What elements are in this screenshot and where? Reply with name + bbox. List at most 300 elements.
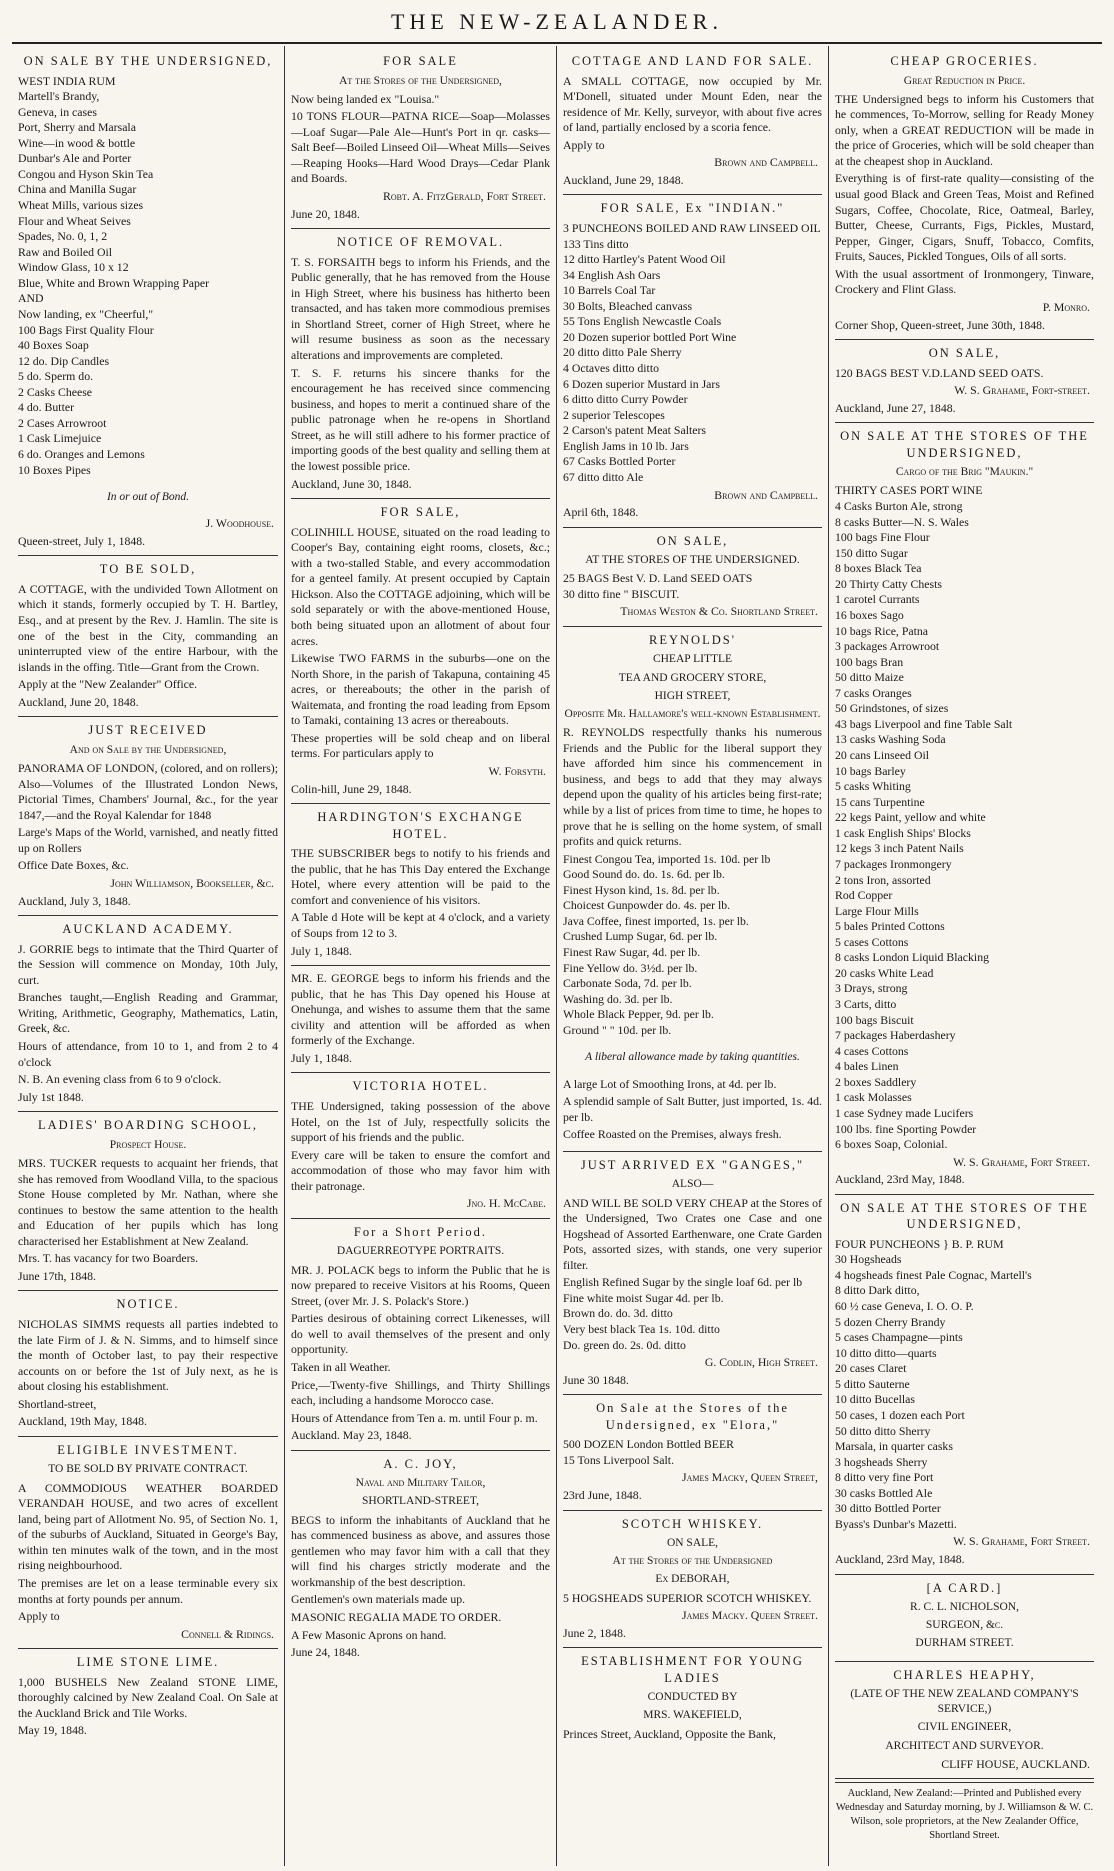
advertisement <box>835 48 1094 340</box>
item-list <box>563 852 822 1039</box>
list-item: 8 boxes Black Tea <box>835 561 922 576</box>
list-item: 1 case Sydney made Lucifers <box>835 1105 974 1120</box>
list-item: 16 boxes Sago <box>835 607 904 622</box>
list-item: 5 ditto Sauterne <box>835 1376 910 1391</box>
list-item: 20 cases Claret <box>835 1361 907 1376</box>
ad-subheading: Ex DEBORAH, <box>655 1573 730 1586</box>
list-item: 4 cases Cottons <box>835 1043 909 1058</box>
advertisement <box>291 1073 550 1218</box>
list-item: China and Manilla Sugar <box>18 182 137 197</box>
advertisement <box>835 1575 1094 1662</box>
ad-body: THE SUBSCRIBER begs to notify to his friends and the public, that he has This Day entered the Exchange Hotel, where every attention will be paid to the comfort and convenience of his visitors. <box>291 846 550 907</box>
advertisement <box>563 1511 822 1649</box>
list-item: THIRTY CASES PORT WINE <box>835 483 983 498</box>
column-2 <box>284 46 556 1866</box>
list-item: 5 dozen Cherry Brandy <box>835 1314 946 1329</box>
ad-body: Princes Street, Auckland, Opposite the Bank, <box>563 1726 776 1741</box>
item-list <box>563 221 822 486</box>
list-item: 34 English Ash Oars <box>563 267 661 282</box>
ad-body: A Table d Hote will be kept at 4 o'clock, and a variety of Soups from 12 to 3. <box>291 910 550 940</box>
column-3 <box>556 46 828 1866</box>
list-item: 2 Casks Cheese <box>18 384 93 399</box>
list-item: 1 carotel Currants <box>835 592 920 607</box>
list-item: 6 do. Oranges and Lemons <box>18 447 145 461</box>
list-item: 6 boxes Soap, Colonial. <box>835 1137 948 1152</box>
ad-subheading: ARCHITECT AND SURVEYOR. <box>885 1739 1044 1752</box>
list-item: 100 bags Fine Flour <box>835 530 930 545</box>
advertisement <box>291 499 550 804</box>
list-item: English Refined Sugar by the single loaf 6d. per lb <box>563 1275 803 1290</box>
list-item: 6 ditto ditto Curry Powder <box>563 392 688 407</box>
list-item: 22 kegs Paint, yellow and white <box>835 810 986 825</box>
ad-subheading: CONDUCTED BY <box>647 1691 738 1704</box>
item-list <box>835 483 1094 1152</box>
ad-body: Gentlemen's own materials made up. <box>291 1592 466 1607</box>
list-item: 15 Tons Liverpool Salt. <box>563 1452 675 1467</box>
list-item: Marsala, in quarter casks <box>835 1439 953 1454</box>
ad-subheading: MRS. WAKEFIELD, <box>643 1709 742 1722</box>
ad-subheading: HIGH STREET, <box>654 689 731 702</box>
ad-body: Taken in all Weather. <box>291 1359 391 1374</box>
list-item: 7 casks Oranges <box>835 685 912 700</box>
ad-signature: Jno. H. McCabe. <box>466 1196 546 1211</box>
list-item: 2 boxes Saddlery <box>835 1074 917 1089</box>
list-item: 50 cases, 1 dozen each Port <box>835 1407 965 1422</box>
list-item: 2 tons Iron, assorted <box>835 872 931 887</box>
ad-body: Hours of Attendance from Ten a. m. until Four p. m. <box>291 1410 538 1425</box>
advertisement <box>291 966 550 1073</box>
list-item: 8 casks London Liquid Blacking <box>835 950 989 965</box>
ad-subheading: SHORTLAND-STREET, <box>362 1495 479 1508</box>
ad-body: Large's Maps of the World, varnished, and neatly fitted up on Rollers <box>18 825 278 855</box>
list-item: 10 Barrels Coal Tar <box>563 283 656 298</box>
ad-date: June 24, 1848. <box>291 1645 360 1660</box>
list-item: Byass's Dunbar's Mazetti. <box>835 1516 957 1531</box>
list-item: 10 ditto Bucellas <box>835 1392 915 1407</box>
ad-heading: FOR SALE, Ex "INDIAN." <box>600 201 785 216</box>
list-item: Congou and Hyson Skin Tea <box>18 166 154 181</box>
ad-signature: W. Forsyth. <box>488 764 546 779</box>
ad-heading: On Sale at the Stores of the Undersigned, ex "Elora," <box>596 1401 789 1432</box>
list-item: 20 casks White Lead <box>835 965 934 980</box>
list-item: Spades, No. 0, 1, 2 <box>18 229 108 244</box>
list-item: Wine—in wood & bottle <box>18 135 136 150</box>
advertisement <box>291 1451 550 1667</box>
ad-body: NICHOLAS SIMMS requests all parties indebted to the late Firm of J. & N. Simms, and to himself since the month of October last, to pay their respective accounts on or before the 1st of July next, as he is about closing his establishment. <box>18 1316 278 1394</box>
ad-heading: FOR SALE, <box>380 505 461 520</box>
ad-body: A splendid sample of Salt Butter, just imported, 1s. 4d. per lb. <box>563 1094 822 1124</box>
list-item: 12 kegs 3 inch Patent Nails <box>835 841 964 856</box>
list-item: 20 ditto ditto Pale Sherry <box>563 345 682 360</box>
list-item: 4 Octaves ditto ditto <box>563 361 659 375</box>
ad-signature: Brown and Campbell. <box>714 155 818 170</box>
ad-body: The premises are let on a lease terminable every six months at forty pounds per annum. <box>18 1575 278 1606</box>
ad-subheading: CIVIL ENGINEER, <box>917 1721 1012 1734</box>
ad-signature: W. S. Grahame, Fort Street. <box>953 1534 1090 1549</box>
list-item: Blue, White and Brown Wrapping Paper <box>18 275 210 290</box>
advertisement <box>563 195 822 527</box>
list-item: Whole Black Pepper, 9d. per lb. <box>563 1007 714 1022</box>
advertisement <box>291 1219 550 1451</box>
ad-body: A SMALL COTTAGE, now occupied by Mr. M'Donell, situated under Mount Eden, near the residence of Mr. Kelly, surveyor, with about five acres of land, partially enclosed by a scoria fence. <box>563 73 822 135</box>
list-item: Large Flour Mills <box>835 903 919 918</box>
list-item: 2 Carson's patent Meat Salters <box>563 423 707 438</box>
ad-date: April 6th, 1848. <box>563 505 639 520</box>
list-item: 133 Tins ditto <box>563 236 629 251</box>
list-item: 4 do. Butter <box>18 400 75 415</box>
ad-heading: SCOTCH WHISKEY. <box>621 1516 764 1531</box>
ad-date: Auckland. May 23, 1848. <box>291 1428 412 1443</box>
list-item: WEST INDIA RUM <box>18 73 116 88</box>
ad-body: With the usual assortment of Ironmongery, Tinware, Crockery and Flint Glass. <box>835 266 1094 297</box>
list-item: 5 cases Champagne—pints <box>835 1330 963 1345</box>
list-item: 100 bags Bran <box>835 654 904 669</box>
ad-signature: P. Monro. <box>1042 299 1090 314</box>
list-item: 3 hogsheads Sherry <box>835 1454 928 1469</box>
ad-body: THE Undersigned, taking possession of the above Hotel, on the 1st of July, respectfully solicits the support of his friends and the public. <box>291 1098 550 1145</box>
list-item: 30 ditto fine " BISCUIT. <box>563 586 680 601</box>
ad-body: A COMMODIOUS WEATHER BOARDED VERANDAH HOUSE, and two acres of excellent land, being part of Allotment No. 95, of Section No. 1, of the suburbs of Auckland, Situated in George's Bay, within ten minutes walk of the town, and in the most rising neighbourhood. <box>18 1480 278 1573</box>
list-item: Finest Congou Tea, imported 1s. 10d. per lb <box>563 851 771 866</box>
ad-body: Hours of attendance, from 10 to 1, and from 2 to 4 o'clock <box>18 1039 278 1069</box>
ad-body: BEGS to inform the inhabitants of Auckland that he has commenced business as above, and assures those gentlemen who may favor him with a call that they will find his charges strictly moderate and the workmanship of the best description. <box>291 1512 550 1589</box>
advertisement <box>18 48 278 556</box>
list-item: 1 cask English Ships' Blocks <box>835 825 971 840</box>
ad-signature: Brown and Campbell. <box>714 487 818 502</box>
item-list <box>18 74 278 479</box>
ad-body: MR. J. POLACK begs to inform the Public that he is now prepared to receive Visitors at his Rooms, Queen Street, (over Mr. J. S. Polack's Store.) <box>291 1262 550 1308</box>
list-item: 8 ditto very fine Port <box>835 1470 934 1485</box>
list-item: 50 ditto ditto Sherry <box>835 1423 931 1438</box>
ad-signature: James Macky, Queen Street, <box>681 1470 818 1485</box>
ad-date: 23rd June, 1848. <box>563 1487 642 1502</box>
ad-subheading: DURHAM STREET. <box>915 1637 1014 1650</box>
ad-subheading: (LATE OF THE NEW ZEALAND COMPANY'S SERVICE,) <box>850 1688 1079 1716</box>
ad-body: AND WILL BE SOLD VERY CHEAP at the Stores of the Undersigned, Two Crates one Case and one Hogshead of Assorted Earthenware, one Crate Garden Pots, assorted sizes, with stands, one very superior filter. <box>563 1195 822 1272</box>
list-item: 20 Dozen superior bottled Port Wine <box>563 329 737 344</box>
ad-subheading: CHEAP LITTLE <box>652 653 733 666</box>
ad-signature: Robt. A. FitzGerald, Fort Street. <box>382 189 546 204</box>
list-item: 5 casks Whiting <box>835 779 911 794</box>
list-item: Washing do. 3d. per lb. <box>563 991 673 1006</box>
list-item: Window Glass, 10 x 12 <box>18 260 129 275</box>
column-4 <box>828 46 1100 1866</box>
ad-heading: ON SALE, <box>656 533 729 548</box>
advertisement <box>291 804 550 966</box>
advertisement <box>291 48 550 229</box>
ad-body: J. GORRIE begs to intimate that the Third Quarter of the Session will commence on Monday, 10th July, curt. <box>18 941 278 987</box>
list-item: FOUR PUNCHEONS } B. P. RUM <box>835 1236 1004 1251</box>
list-item: 5 cases Cottons <box>835 934 909 949</box>
advertisement <box>18 717 278 916</box>
ad-heading: [A CARD.] <box>926 1580 1003 1595</box>
list-item: 43 bags Liverpool and fine Table Salt <box>835 716 1013 731</box>
ad-body: 120 BAGS BEST V.D.LAND SEED OATS. <box>835 365 1044 380</box>
ad-heading: CHEAP GROCERIES. <box>890 54 1039 68</box>
ad-signature: J. Woodhouse. <box>205 516 274 531</box>
list-item: Port, Sherry and Marsala <box>18 120 136 135</box>
advertisement <box>18 916 278 1112</box>
list-item: English Jams in 10 lb. Jars <box>563 438 689 453</box>
advertisement <box>563 528 822 627</box>
ad-body: Apply to <box>18 1609 60 1624</box>
ad-heading: NOTICE. <box>116 1297 180 1312</box>
ad-body: COLINHILL HOUSE, situated on the road leading to Cooper's Bay, containing eight rooms, closets, &c.; with a two-stalled Stable, and every accommodation for a genteel family. At present occupied by Captain Hickson. Also the COTTAGE adjoining, which will be sold separately or with the above-mentioned House, both being situated upon an allotment of about four acres. <box>291 524 550 648</box>
item-list <box>835 1237 1094 1533</box>
ad-body: R. REYNOLDS respectfully thanks his numerous Friends and the Public for the liberal support they have afforded him since his commencement in business, and begs to add that they may always depend upon the quality of his articles being first-rate; while by a list of prices from time to time, he hopes to prove that he is selling on the home system, of small profits and quick returns. <box>563 725 822 849</box>
list-item: 7 packages Ironmongery <box>835 856 952 871</box>
ad-body: Price,—Twenty-five Shillings, and Thirty Shillings each, including a handsome Morocco case. <box>291 1377 550 1408</box>
list-item: 8 ditto Dark ditto, <box>835 1283 920 1298</box>
ad-side-note: A liberal allowance made by taking quantities. <box>585 1050 800 1063</box>
advertisement <box>18 1291 278 1436</box>
ad-date: Queen-street, July 1, 1848. <box>18 533 146 548</box>
ad-heading: HARDINGTON'S EXCHANGE HOTEL. <box>317 810 524 841</box>
ad-heading: LIME STONE LIME. <box>76 1655 220 1670</box>
advertisement <box>18 1437 278 1649</box>
ad-body: Everything is of first-rate quality—consisting of the usual good Black and Green Teas, Moist and Refined Sugars, Coffee, Chocolate, Rice, Oatmeal, Barley, Butter, Cheese, Currants, Figs, Pickles, Mustard, Pepper, Ginger, Cigars, Snuff, Tobacco, Comfits, Fruits, Sauces, Pickled Tongues, Oils of all sorts. <box>835 171 1094 264</box>
ad-body: MASONIC REGALIA MADE TO ORDER. <box>291 1610 502 1624</box>
list-item: Now landing, ex "Cheerful," <box>18 306 154 321</box>
ad-subheading: At the Stores of the Undersigned <box>612 1555 773 1568</box>
list-item: 55 Tons English Newcastle Coals <box>563 314 722 329</box>
ad-subheading: AT THE STORES OF THE UNDERSIGNED. <box>585 554 800 567</box>
list-item: 20 cans Linseed Oil <box>835 748 930 763</box>
list-item: 3 packages Arrowroot <box>835 639 940 654</box>
ad-heading: TO BE SOLD, <box>99 562 197 577</box>
list-item: Wheat Mills, various sizes <box>18 198 144 212</box>
ad-body: PANORAMA OF LONDON, (colored, and on rollers); Also—Volumes of the Illustrated London News, Pictorial Times, Chambers' Journal, &c., for the year 1847,—and the Royal Kalendar for 1848 <box>18 761 278 822</box>
list-item: 50 Grindstones, of sizes <box>835 701 949 716</box>
advertisement <box>835 340 1094 423</box>
list-item: 8 casks Butter—N. S. Wales <box>835 514 969 529</box>
ad-body: 1,000 BUSHELS New Zealand STONE LIME, thoroughly calcined by New Zealand Coal. On Sale at the Auckland Brick and Tile Works. <box>18 1674 278 1720</box>
list-item: 500 DOZEN London Bottled BEER <box>563 1437 735 1452</box>
ad-subheading: Cargo of the Brig "Maukin." <box>895 466 1034 479</box>
list-item: Choicest Gunpowder do. 4s. per lb. <box>563 898 731 913</box>
list-item: AND <box>18 291 44 306</box>
list-item: 3 PUNCHEONS BOILED AND RAW LINSEED OIL <box>563 220 821 235</box>
list-item: 13 casks Washing Soda <box>835 732 946 747</box>
ad-body: T. S. FORSAITH begs to inform his Friends, and the Public generally, that he has removed from the House in High Street, where his business has hitherto been transacted, and has taken more commodious premises in Shortland Street, corner of High Street, where he will resume business as soon as the necessary alterations and improvements are completed. <box>291 254 550 363</box>
list-item: 15 cans Turpentine <box>835 794 925 809</box>
ad-heading: ESTABLISHMENT FOR YOUNG LADIES <box>581 1654 804 1685</box>
list-item: 25 BAGS Best V. D. Land SEED OATS <box>563 571 753 586</box>
ad-date: Colin-hill, June 29, 1848. <box>291 781 412 796</box>
ad-date: Corner Shop, Queen-street, June 30th, 1848. <box>835 317 1046 332</box>
ad-body: MR. E. GEORGE begs to inform his friends and the public, that he has This Day opened his House at Onehunga, and wishes to assume them that the same civility and attention will be afforded as when formerly of the Exchange. <box>291 971 550 1048</box>
ad-date: July 1, 1848. <box>291 1050 352 1065</box>
list-item: 7 packages Haberdashery <box>835 1028 956 1043</box>
ad-date: Auckland, June 29, 1848. <box>563 172 684 187</box>
ad-body: Coffee Roasted on the Premises, always fresh. <box>563 1127 782 1142</box>
ad-subheading: Great Reduction in Price. <box>903 74 1026 87</box>
list-item: Raw and Boiled Oil <box>18 244 113 259</box>
ad-heading: VICTORIA HOTEL. <box>352 1079 489 1094</box>
list-item: Java Coffee, finest imported, 1s. per lb. <box>563 913 749 928</box>
list-item: 30 ditto Bottled Porter <box>835 1501 941 1516</box>
ad-date: June 20, 1848. <box>291 206 360 221</box>
advertisement <box>835 423 1094 1194</box>
advertisement <box>18 1112 278 1291</box>
list-item: 30 Bolts, Bleached canvass <box>563 298 693 313</box>
advertisement <box>563 1152 822 1395</box>
list-item: 30 Hogsheads <box>835 1252 902 1267</box>
list-item: 10 Boxes Pipes <box>18 462 91 477</box>
ad-body: MRS. TUCKER requests to acquaint her friends, that she has removed from Woodland Villa, to the spacious Stone House completed by Mr. Nathan, where she continues to bestow the same attention to the health and Education of her pupils which has long characterised her Establishment at New Zealand. <box>18 1155 278 1248</box>
ad-subheading: ON SALE, <box>666 1537 719 1550</box>
list-item: 12 do. Dip Candles <box>18 353 110 368</box>
list-item: Fine Yellow do. 3½d. per lb. <box>563 960 698 975</box>
ad-signature: W. S. Grahame, Fort-street. <box>954 383 1090 398</box>
list-item: 6 Dozen superior Mustard in Jars <box>563 376 720 391</box>
list-item: Do. green do. 2s. 0d. ditto <box>563 1337 686 1352</box>
ad-heading: FOR SALE <box>383 54 458 68</box>
list-item: Martell's Brandy, <box>18 89 100 104</box>
ad-subheading: TO BE SOLD BY PRIVATE CONTRACT. <box>48 1463 248 1476</box>
ad-date: Auckland, 23rd May, 1848. <box>835 1172 965 1187</box>
advertisement <box>835 1779 1094 1848</box>
advertisement <box>835 1662 1094 1780</box>
ad-date: June 2, 1848. <box>563 1625 626 1640</box>
list-item: 67 Casks Bottled Porter <box>563 454 676 469</box>
ad-subheading: Naval and Military Tailor, <box>355 1477 486 1490</box>
ad-body: 5 HOGSHEADS SUPERIOR SCOTCH WHISKEY. <box>563 1590 812 1605</box>
list-item: 100 bags Biscuit <box>835 1012 914 1027</box>
ad-date: June 17th, 1848. <box>18 1268 96 1283</box>
list-item: 5 do. Sperm do. <box>18 369 94 384</box>
ad-heading: ON SALE, <box>928 346 1001 361</box>
ad-subheading: SURGEON, &c. <box>925 1619 1004 1632</box>
ad-subheading: TEA AND GROCERY STORE, <box>618 671 767 684</box>
ad-body: These properties will be sold cheap and on liberal terms. For particulars apply to <box>291 730 550 761</box>
list-item: 50 ditto Maize <box>835 670 904 685</box>
list-item: 67 ditto ditto Ale <box>563 469 644 484</box>
ad-body: Apply at the "New Zealander" Office. <box>18 677 198 692</box>
ad-heading: JUST ARRIVED EX "GANGES," <box>580 1157 805 1172</box>
list-item: Very best black Tea 1s. 10d. ditto <box>563 1322 720 1337</box>
imprint: Auckland, New Zealand:—Printed and Published every Wednesday and Saturday morning, by J. Williamson & W. C. Wilson, sole proprietors, at the New Zealander Office, Shortland Street. <box>835 1782 1094 1842</box>
ad-body: Mrs. T. has vacancy for two Boarders. <box>18 1251 199 1266</box>
ad-heading: NOTICE OF REMOVAL. <box>336 235 505 250</box>
ad-subheading: Opposite Mr. Hallamore's well-known Establishment. <box>564 708 821 720</box>
ad-body: Apply to <box>563 137 605 152</box>
ad-body: 10 TONS FLOUR—PATNA RICE—Soap—Molasses—Loaf Sugar—Pale Ale—Hunt's Port in qr. casks—Salt Beef—Boiled Linseed Oil—Wheat Mills—Seives—Reaping Hooks—Hard Wood Drays—Cedar Plank and Boards. <box>291 109 550 186</box>
ad-signature: John Williamson, Bookseller, &c. <box>110 876 274 891</box>
list-item: 10 bags Rice, Patna <box>835 623 929 638</box>
list-item: 60 ½ case Geneva, I. O. O. P. <box>835 1299 974 1314</box>
ad-heading: ELIGIBLE INVESTMENT. <box>57 1442 239 1457</box>
list-item: Geneva, in cases <box>18 104 97 119</box>
list-item: 1 Cask Limejuice <box>18 431 102 446</box>
ad-subheading: ALSO— <box>671 1178 714 1191</box>
ad-heading: CHARLES HEAPHY, <box>893 1667 1036 1682</box>
list-item: 3 Drays, strong <box>835 981 908 996</box>
ad-date: July 1, 1848. <box>291 943 352 958</box>
advertisement <box>835 1195 1094 1575</box>
list-item: 12 ditto Hartley's Patent Wood Oil <box>563 252 726 267</box>
ad-body: Likewise TWO FARMS in the suburbs—one on the North Shore, in the parish of Takapuna, containing 45 acres, or thereabouts; the other in the parish of Waitemata, and fronting the road leading from Epsom to Tamaki, containing 13 acres or thereabouts. <box>291 651 550 728</box>
ad-body: Branches taught,—English Reading and Grammar, Writing, Arithmetic, Geography, Mathematics, Latin, Greek, &c. <box>18 990 278 1036</box>
list-item: 10 bags Barley <box>835 763 906 778</box>
list-item: 4 bales Linen <box>835 1059 899 1074</box>
ad-date: Auckland, July 3, 1848. <box>18 893 131 908</box>
masthead-rule <box>12 42 1102 44</box>
list-item: Dunbar's Ale and Porter <box>18 151 132 166</box>
item-list <box>563 1437 822 1468</box>
list-item: 3 Carts, ditto <box>835 997 897 1012</box>
ad-body: Now being landed ex "Louisa." <box>291 91 440 106</box>
list-item: Ground " " 10d. per lb. <box>563 1022 672 1037</box>
ad-heading: COTTAGE AND LAND FOR SALE. <box>571 54 814 68</box>
advertisement <box>291 229 550 499</box>
ad-body: THE Undersigned begs to inform his Customers that he commences, To-Morrow, selling for Ready Money only, when a GREAT REDUCTION will be made in the price of Groceries, which will be sold cheaper than at the cheapest shop in Auckland. <box>835 91 1094 168</box>
ad-subheading: R. C. L. NICHOLSON, <box>910 1601 1019 1614</box>
ad-note: In or out of Bond. <box>106 490 190 503</box>
ad-heading: ON SALE AT THE STORES OF THE UNDERSIGNED, <box>840 429 1089 460</box>
ad-subheading: DAGUERREOTYPE PORTRAITS. <box>336 1245 505 1258</box>
ad-signature: G. Codlin, High Street. <box>704 1355 818 1370</box>
ad-date: July 1st 1848. <box>18 1089 84 1104</box>
ad-subheading: At the Stores of the Undersigned, <box>339 74 502 87</box>
ad-body: T. S. F. returns his sincere thanks for the encouragement he has received since commencing business, and hopes to merit a continued share of the public patronage when he re-opens in Shortland Street, as he will still adhere to his former practice of importing goods of the best quality and selling them at the lowest possible price. <box>291 365 550 473</box>
list-item: Crushed Lump Sugar, 6d. per lb. <box>563 929 718 944</box>
ad-body: A large Lot of Smoothing Irons, at 4d. per lb. <box>563 1076 777 1091</box>
ad-signature: Thomas Weston & Co. Shortland Street. <box>620 604 818 619</box>
ad-heading: REYNOLDS' <box>649 632 736 647</box>
ad-subheading: And on Sale by the Undersigned, <box>69 743 227 756</box>
list-item: 30 casks Bottled Ale <box>835 1485 933 1500</box>
list-item: Finest Raw Sugar, 4d. per lb. <box>563 945 701 960</box>
advertisement <box>18 556 278 717</box>
ad-body: A Few Masonic Aprons on hand. <box>291 1627 447 1642</box>
ad-date: June 30 1848. <box>563 1372 629 1387</box>
list-item: 40 Boxes Soap <box>18 338 89 353</box>
list-item: Carbonate Soda, 7d. per lb. <box>563 976 692 991</box>
advertisement <box>563 627 822 1152</box>
ad-body: N. B. An evening class from 6 to 9 o'clock. <box>18 1072 222 1087</box>
list-item: 100 lbs. fine Sporting Powder <box>835 1121 977 1136</box>
list-item: 100 Bags First Quality Flour <box>18 322 154 337</box>
ad-body: Office Date Boxes, &c. <box>18 858 129 873</box>
ad-date: Auckland, 19th May, 1848. <box>18 1414 147 1429</box>
advertisement <box>563 1648 822 1750</box>
list-item: 150 ditto Sugar <box>835 545 908 560</box>
ad-body: Parties desirous of obtaining correct Likenesses, will do well to avail themselves of the present and only opportunity. <box>291 1311 550 1357</box>
ad-date: Auckland, 23rd May, 1848. <box>835 1552 965 1567</box>
ad-heading: AUCKLAND ACADEMY. <box>62 922 234 937</box>
advertisement <box>563 48 822 195</box>
item-list <box>563 1275 822 1353</box>
list-item: Finest Hyson kind, 1s. 8d. per lb. <box>563 882 720 897</box>
ad-date: Auckland, June 20, 1848. <box>18 694 139 709</box>
list-item: 1 cask Molasses <box>835 1090 912 1105</box>
ad-heading: LADIES' BOARDING SCHOOL, <box>37 1118 259 1133</box>
ad-heading: A. C. JOY, <box>383 1456 458 1471</box>
list-item: 2 superior Telescopes <box>563 407 665 422</box>
advertisement <box>18 1649 278 1745</box>
list-item: 5 bales Printed Cottons <box>835 919 945 934</box>
list-item: 10 ditto ditto—quarts <box>835 1345 937 1360</box>
ad-body: Every care will be taken to ensure the comfort and accommodation of those who may favor him with their patronage. <box>291 1147 550 1193</box>
list-item: 4 Casks Burton Ale, strong <box>835 499 963 514</box>
column-1 <box>12 46 284 1866</box>
ad-signature: James Macky. Queen Street. <box>681 1608 818 1623</box>
list-item: Brown do. do. 3d. ditto <box>563 1306 673 1321</box>
ad-body: A COTTAGE, with the undivided Town Allotment on which it stands, formerly occupied by T. H. Bartley, Esq., and at present by the Rev. J. Hamlin. The site is one of the best in the City, commanding an uninterrupted view of the entire Harbour, with the islands in the offing. Title—Grant from the Crown. <box>18 581 278 674</box>
ad-heading: JUST RECEIVED <box>88 723 208 738</box>
list-item: Good Sound do. do. 1s. 6d. per lb. <box>563 867 725 882</box>
